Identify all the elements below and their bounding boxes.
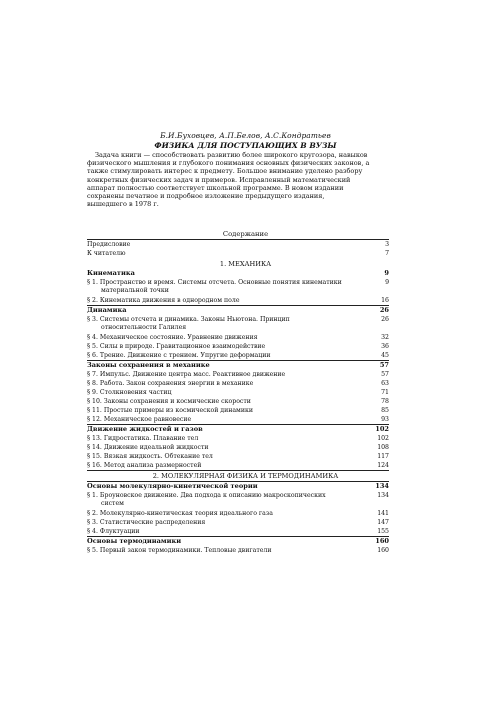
authors: Б.И.Буховцев, А.П.Белов, А.С.Кондратьев (160, 131, 331, 140)
toc-page: 117 (377, 453, 389, 460)
section-title: Основы термодинамики (87, 537, 182, 545)
toc-page: 147 (377, 519, 389, 526)
toc-page: 26 (381, 316, 389, 323)
toc-text: § 10. Законы сохранения и космические скорости (87, 398, 251, 405)
toc-row (87, 519, 389, 527)
part-heading: 2. МОЛЕКУЛЯРНАЯ ФИЗИКА И ТЕРМОДИНАМИКА (152, 472, 339, 480)
toc-page: 45 (381, 352, 389, 359)
divider (87, 305, 389, 306)
abstract-line: физического мышления и глубокого понимания основных физических законов, а (87, 159, 370, 168)
toc-row (87, 510, 389, 518)
section-page: 57 (379, 361, 389, 369)
abstract-line: конкретных физических задач и примеров. Исправленный математический (87, 175, 351, 184)
abstract-line: также стимулировать интерес к предмету. Большое внимание уделено разбору (87, 167, 363, 176)
toc-text: § 7. Импульс. Движение центра масс. Реактивное движение (87, 371, 286, 378)
toc-page: 155 (377, 528, 389, 535)
toc-page: 57 (381, 371, 389, 378)
toc-page: 9 (385, 279, 389, 286)
toc-row (87, 407, 389, 415)
section-title: Кинематика (87, 269, 135, 277)
section-title: Законы сохранения в механике (87, 361, 210, 369)
section-heading (87, 426, 389, 434)
section-page: 26 (379, 306, 389, 314)
toc-row (87, 380, 389, 388)
toc-row (87, 250, 389, 258)
section-heading (87, 307, 389, 315)
toc-text: § 5. Силы в природе. Гравитационное взаимодействие (87, 343, 266, 350)
toc-text: К читателю (87, 250, 126, 257)
toc-row (87, 279, 389, 294)
toc-page: 124 (377, 462, 389, 469)
toc-row (87, 492, 389, 507)
toc-text: § 2. Кинематика движения в однородном поле (87, 297, 240, 304)
toc-text: § 15. Вязкая жидкость. Обтекание тел (87, 453, 213, 460)
toc-row (87, 334, 389, 342)
toc-text: § 11. Простые примеры из космической динамики (87, 407, 253, 414)
toc-text: § 14. Движение идеальной жидкости (87, 444, 209, 451)
toc-row (87, 453, 389, 461)
toc-row (87, 398, 389, 406)
section-title: Основы молекулярно-кинетической теории (87, 482, 258, 490)
toc-row (87, 462, 389, 470)
toc-text: § 6. Трение. Движение с трением. Упругие деформации (87, 352, 271, 359)
abstract-line: сохранены печатное и подробное изложение предыдущего издания, (87, 192, 325, 201)
section-heading (87, 270, 389, 278)
toc-text: § 1. Броуновское движение. Два подхода к описанию макроскопических (87, 492, 326, 499)
toc-page: 85 (381, 407, 389, 414)
toc-text-cont: относительности Галилея (101, 323, 187, 331)
toc-row (87, 435, 389, 443)
toc-text: § 2. Молекулярно-кинетическая теория идеального газа (87, 510, 273, 517)
toc-text-cont: систем (101, 499, 124, 507)
toc-page: 7 (385, 250, 389, 257)
toc-page: 71 (381, 389, 389, 396)
contents-heading: Содержание (222, 230, 269, 238)
toc-text: § 4. Флуктуации (87, 528, 140, 535)
section-page: 9 (384, 269, 389, 277)
toc-text: § 12. Механическое равновесие (87, 416, 192, 423)
section-heading (87, 538, 389, 546)
toc-page: 93 (381, 416, 389, 423)
abstract-line: аппарат полностью соответствует школьной программе. В новом издании (87, 183, 344, 192)
toc-page: 78 (381, 398, 389, 405)
toc-text: § 4. Механическое состояние. Уравнение движения (87, 334, 258, 341)
divider (87, 470, 389, 471)
part-heading: 1. МЕХАНИКА (219, 260, 272, 268)
toc-row (87, 389, 389, 397)
book-title: ФИЗИКА ДЛЯ ПОСТУПАЮЩИХ В ВУЗЫ (154, 141, 337, 150)
toc-row (87, 343, 389, 351)
toc-page: 160 (377, 547, 389, 554)
toc-row (87, 352, 389, 360)
toc-text: § 1. Пространство и время. Системы отсчета. Основные понятия кинематики (87, 279, 342, 286)
toc-page: 141 (377, 510, 389, 517)
section-page: 160 (375, 537, 389, 545)
toc-page: 36 (381, 343, 389, 350)
toc-row (87, 316, 389, 331)
section-heading (87, 362, 389, 370)
toc-row (87, 444, 389, 452)
section-page: 134 (375, 482, 389, 490)
abstract (87, 151, 399, 208)
toc-row (87, 416, 389, 424)
toc-text: § 8. Работа. Закон сохранения энергии в механике (87, 380, 254, 387)
section-heading (87, 483, 389, 491)
toc-page: 3 (385, 241, 389, 248)
toc-text: § 16. Метод анализа размерностей (87, 462, 202, 469)
abstract-line: Задача книги — способствовать развитию более широкого кругозора, навыков (95, 151, 368, 159)
toc-row (87, 371, 389, 379)
section-page: 102 (375, 425, 389, 433)
section-title: Динамика (87, 306, 127, 314)
toc-page: 16 (381, 297, 389, 304)
abstract-line: вышедшего в 1978 г. (87, 200, 159, 209)
toc-row (87, 528, 389, 536)
toc-page: 63 (381, 380, 389, 387)
toc-text-cont: материальной точки (101, 286, 169, 294)
toc-text: § 13. Гидростатика. Плавание тел (87, 435, 199, 442)
section-title: Движение жидкостей и газов (87, 425, 203, 433)
toc-text: Предисловие (87, 241, 131, 248)
toc-page: 108 (377, 444, 389, 451)
toc-page: 134 (377, 492, 389, 499)
toc-page: 32 (381, 334, 389, 341)
toc-text: § 3. Системы отсчета и динамика. Законы Ньютона. Принцип (87, 316, 290, 323)
divider (87, 239, 389, 240)
toc-text: § 5. Первый закон термодинамики. Тепловые двигатели (87, 547, 272, 554)
toc-text: § 9. Столкновения частиц (87, 389, 172, 396)
toc-text: § 3. Статистические распределения (87, 519, 206, 526)
toc-row (87, 547, 389, 555)
toc-row (87, 241, 389, 249)
toc-page: 102 (377, 435, 389, 442)
toc-row (87, 297, 389, 305)
